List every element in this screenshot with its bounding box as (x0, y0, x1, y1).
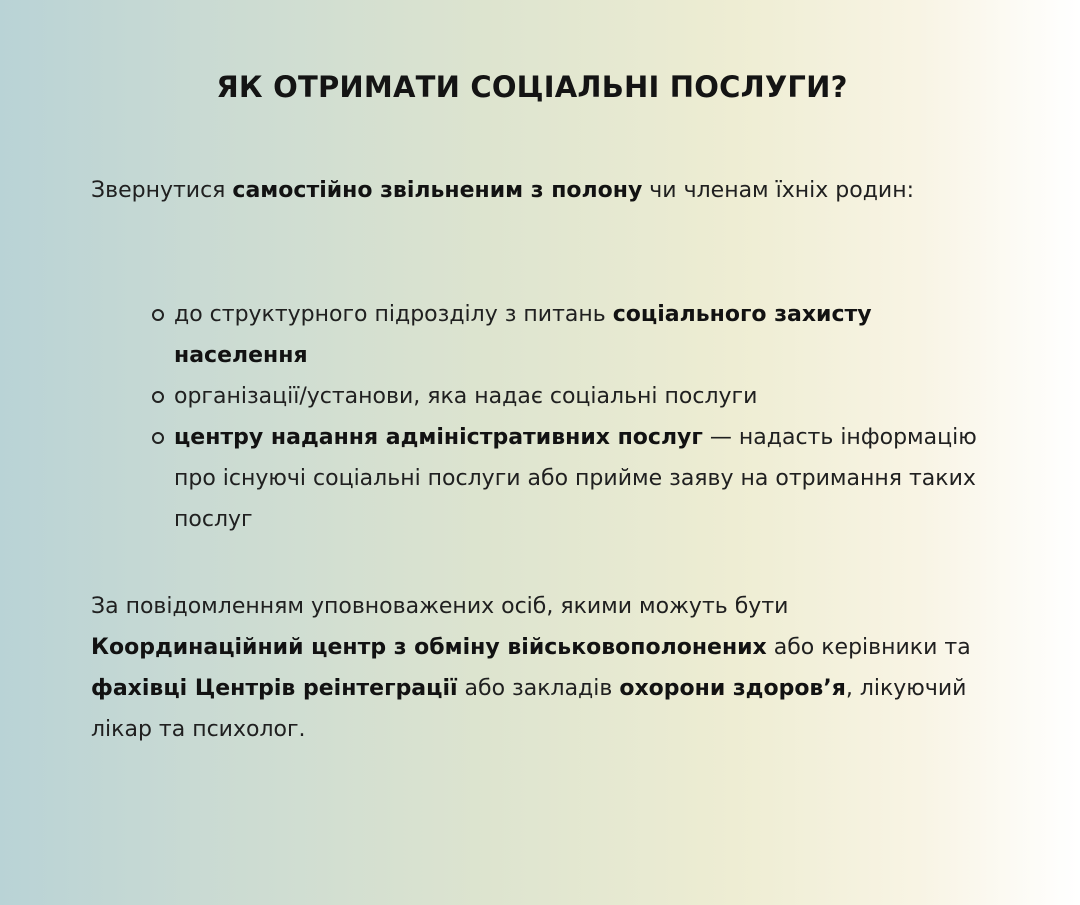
list-item-bold: соціального захисту населення (174, 302, 872, 368)
outro-text-2: або керівники та (766, 635, 971, 660)
outro-text-4: , лікуючий лікар та психолог. (91, 676, 967, 742)
list-item (152, 294, 982, 376)
outro-paragraph (91, 586, 971, 750)
list-item-text: до структурного підрозділу з питань (174, 302, 613, 327)
list-item (152, 376, 982, 417)
outro-text-1: За повідомленням уповноважених осіб, якими можуть бути (91, 594, 789, 619)
circle-bullet-icon (152, 391, 164, 403)
list-item-text: організації/установи, яка надає соціальні послуги (174, 384, 758, 409)
list-item-bold: центру надання адміністративних послуг (174, 425, 703, 450)
circle-bullet-icon (152, 309, 164, 321)
intro-text-2: чи членам їхніх родин: (642, 178, 915, 203)
intro-bold-1: самостійно звільненим з полону (232, 178, 643, 203)
page-title: ЯК ОТРИМАТИ СОЦІАЛЬНІ ПОСЛУГИ? (216, 70, 848, 104)
intro-paragraph (91, 170, 971, 211)
outro-bold-2: фахівці Центрів реінтеграції (91, 676, 458, 701)
list-item-text: — надасть інформацію про існуючі соціальні послуги або прийме заяву на отримання таких послуг (174, 425, 977, 532)
outro-bold-1: Координаційний центр з обміну військовополонених (91, 635, 767, 660)
outro-bold-3: охорони здоров’я (619, 676, 846, 701)
outro-text-3: або закладів (457, 676, 620, 701)
intro-text-1: Звернутися (91, 178, 233, 203)
list-item (152, 417, 982, 540)
circle-bullet-icon (152, 432, 164, 444)
options-list (152, 294, 982, 540)
